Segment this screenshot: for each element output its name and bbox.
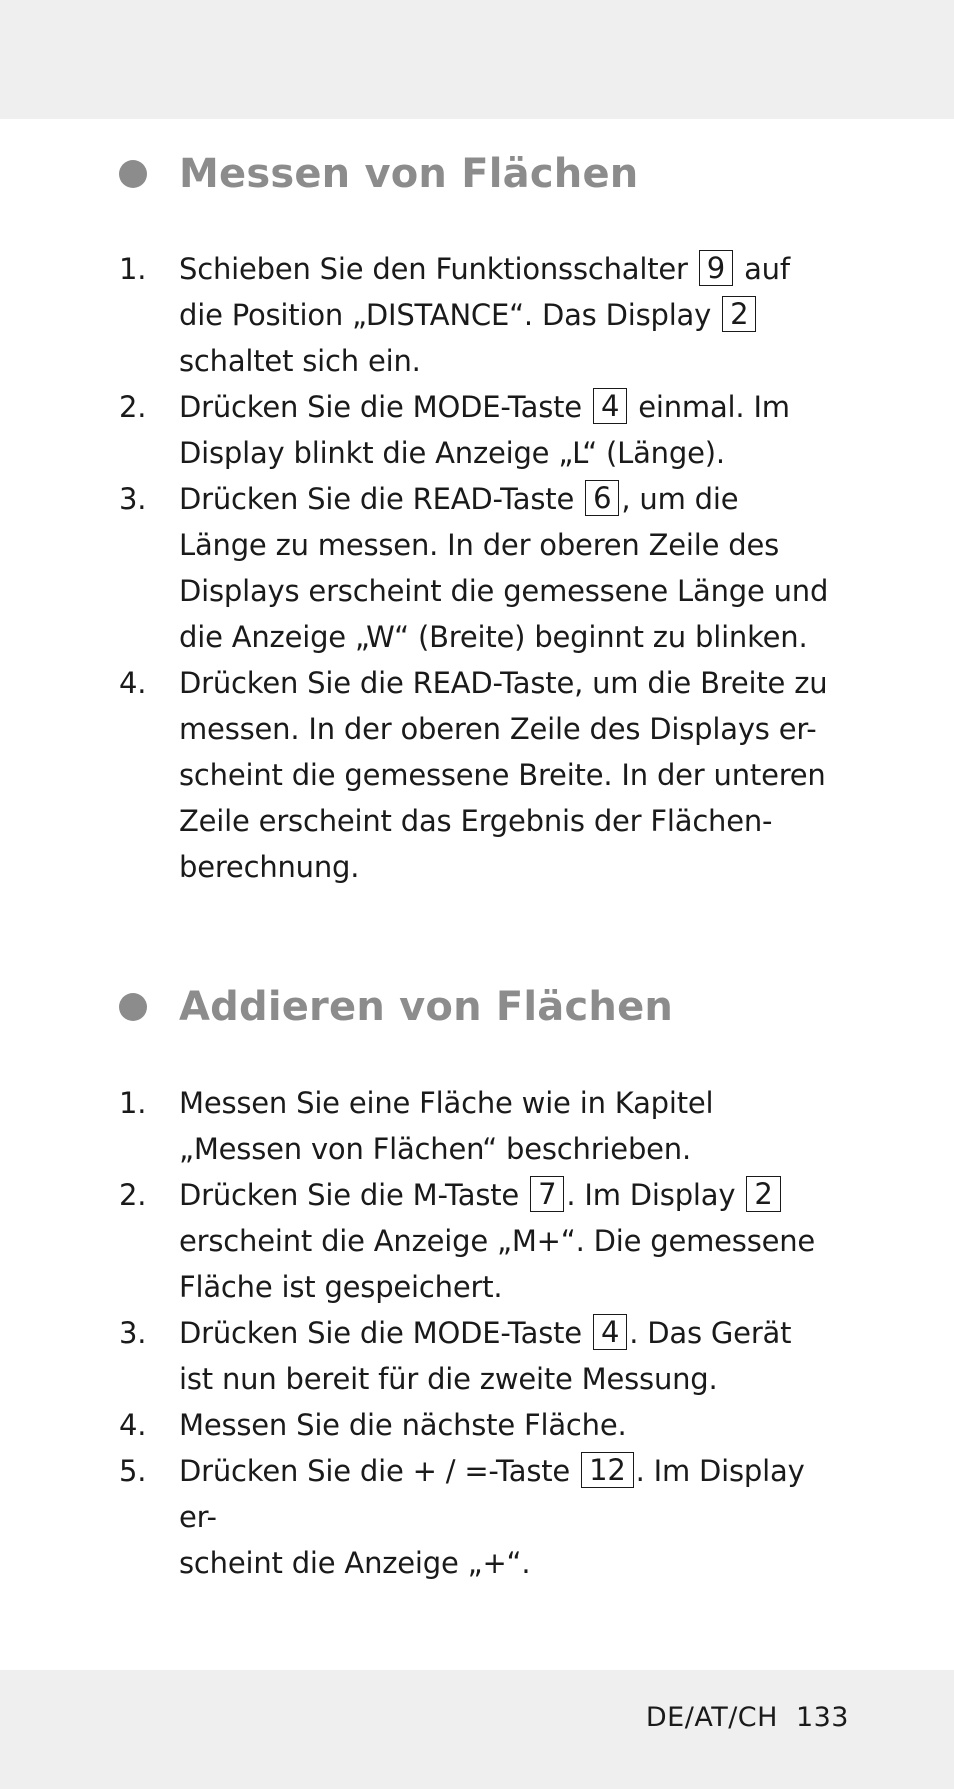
component-ref-badge: 2: [722, 296, 756, 332]
component-ref-badge: 6: [585, 480, 619, 516]
list-item: [119, 1402, 839, 1448]
list-item: [119, 1172, 839, 1310]
component-ref-badge: 4: [593, 1314, 627, 1350]
component-ref-badge: 2: [746, 1176, 780, 1212]
step-text: Messen Sie die nächste Fläche.: [179, 1408, 627, 1442]
list-item: [119, 246, 839, 384]
step-number: 2.: [119, 390, 147, 424]
step-text: Drücken Sie die MODE-Taste 4 einmal. Im Display blinkt die Anzeige „L“ (Länge).: [179, 389, 790, 470]
component-ref-badge: 4: [593, 388, 627, 424]
step-number: 4.: [119, 666, 147, 700]
step-number: 2.: [119, 1178, 147, 1212]
steps-list-add-areas: [119, 1080, 839, 1586]
page-footer: [646, 1702, 849, 1733]
step-text: Messen Sie eine Fläche wie in Kapitel „Messen von Flächen“ beschrieben.: [179, 1086, 714, 1166]
section-heading-add-areas: [119, 977, 673, 1037]
step-number: 4.: [119, 1408, 147, 1442]
header-band: [0, 0, 954, 119]
section-title: Addieren von Flächen: [179, 984, 674, 1030]
step-number: 1.: [119, 252, 147, 286]
steps-list-measure-area: [119, 246, 839, 890]
step-text: Drücken Sie die MODE-Taste 4 . Das Gerät ist nun bereit für die zweite Messung.: [179, 1315, 792, 1396]
step-text: Drücken Sie die M-Taste 7 . Im Display 2 erscheint die Anzeige „M+“. Die gemessene Fläche ist gespeichert.: [179, 1177, 816, 1304]
list-item: [119, 1448, 839, 1586]
list-item: [119, 384, 839, 476]
step-number: 3.: [119, 1316, 147, 1350]
step-text: Drücken Sie die + / =-Taste 12 . Im Display er- scheint die Anzeige „+“.: [179, 1453, 805, 1580]
step-number: 3.: [119, 482, 147, 516]
list-item: [119, 476, 839, 660]
component-ref-badge: 7: [530, 1176, 564, 1212]
section-heading-measure-area: [119, 144, 638, 204]
list-item: [119, 1310, 839, 1402]
heading-bullet-icon: [119, 160, 147, 188]
step-text: Schieben Sie den Funktionsschalter 9 auf die Position „DISTANCE“. Das Display 2 schaltet sich ein.: [179, 251, 790, 378]
footer-locale: DE/AT/CH: [645, 1702, 778, 1733]
step-number: 5.: [119, 1454, 147, 1488]
step-number: 1.: [119, 1086, 147, 1120]
heading-bullet-icon: [119, 993, 147, 1021]
section-title: Messen von Flächen: [179, 151, 639, 197]
step-text: Drücken Sie die READ-Taste, um die Breite zu messen. In der oberen Zeile des Displays er- scheint die gemessene Breite. In der unteren Zeile erscheint das Ergebnis der Flächen- berechnung.: [179, 666, 828, 884]
component-ref-badge: 12: [581, 1452, 634, 1488]
component-ref-badge: 9: [699, 250, 733, 286]
list-item: [119, 1080, 839, 1172]
page-number: 133: [795, 1702, 849, 1733]
step-text: Drücken Sie die READ-Taste 6 , um die Länge zu messen. In der oberen Zeile des Displays erscheint die gemessene Länge und die Anzeige „W“ (Breite) beginnt zu blinken.: [179, 481, 829, 654]
list-item: [119, 660, 839, 890]
